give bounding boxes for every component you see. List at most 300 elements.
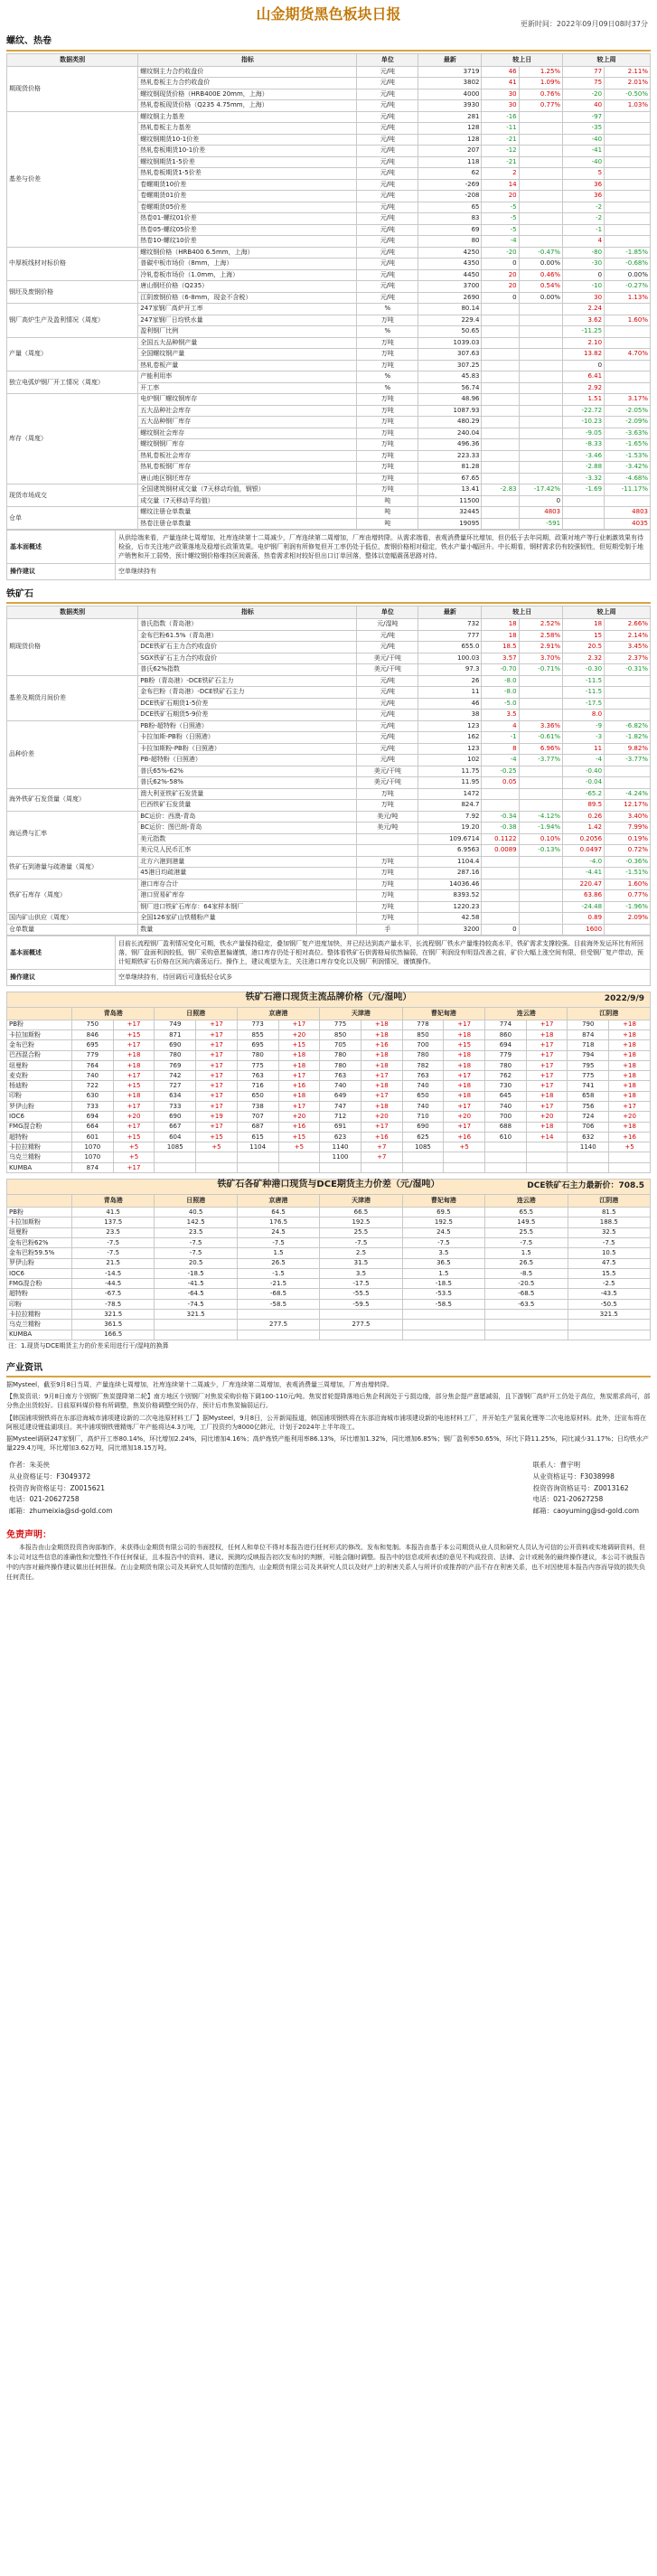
steel-cell-indicator: 热轧卷板期货1-5价差 — [138, 168, 357, 180]
steel-cell-latest: 67.65 — [418, 473, 482, 484]
price-change — [526, 1142, 568, 1152]
price-change: +17 — [196, 1071, 238, 1081]
ore-cell-week-change-pct: 3.40% — [605, 811, 651, 823]
steel-category: 基差与价差 — [7, 111, 138, 247]
price-change: +15 — [278, 1132, 320, 1142]
steel-cell-unit: 元/吨 — [357, 281, 418, 293]
price-port-header: 天津港 — [320, 1007, 402, 1020]
basis-value: 25.5 — [320, 1227, 402, 1237]
price-change — [609, 1152, 651, 1162]
steel-cell-week-change-pct: -4.68% — [605, 473, 651, 484]
steel-category: 期现货价格 — [7, 66, 138, 111]
ore-cell-latest: 162 — [418, 732, 482, 744]
steel-cell-day-change-pct — [519, 224, 562, 236]
price-row — [7, 1091, 651, 1101]
steel-cell-day-change: 20 — [482, 281, 519, 293]
price-row — [7, 1102, 651, 1112]
steel-cell-day-change: 41 — [482, 78, 519, 89]
price-brand: PB粉 — [7, 1020, 72, 1029]
price-change: +7 — [361, 1152, 402, 1162]
steel-cell-day-change — [482, 495, 519, 507]
steel-cell-latest: 48.96 — [418, 394, 482, 406]
price-change: +18 — [609, 1071, 651, 1081]
basis-row — [7, 1208, 651, 1217]
price-change: +18 — [609, 1040, 651, 1050]
basis-dce-value: 708.5 — [618, 1181, 644, 1191]
steel-cell-week-change-pct — [605, 360, 651, 371]
steel-cell-indicator: 卷螺期货05价差 — [138, 202, 357, 213]
steel-cell-indicator: 热轧卷板社会库存 — [138, 450, 357, 462]
price-brand: 罗伊山粉 — [7, 1102, 72, 1112]
price-value: 1085 — [155, 1142, 196, 1152]
ore-cell-week-change-pct: 0.19% — [605, 833, 651, 845]
ore-cell-day-change — [482, 868, 519, 879]
col-vs-last-week: 较上周 — [563, 53, 651, 66]
contact-email[interactable]: 邮箱：caoyuming@sd-gold.com — [532, 1507, 639, 1516]
steel-cell-day-change-pct — [519, 134, 562, 146]
price-value: 700 — [402, 1040, 444, 1050]
steel-cell-unit: 吨 — [357, 518, 418, 530]
ore-cell-week-change: 89.5 — [563, 800, 605, 812]
steel-cell-unit: 元/吨 — [357, 269, 418, 281]
steel-cell-week-change: 77 — [563, 66, 605, 78]
basis-port-header: 青岛港 — [72, 1195, 155, 1208]
steel-summary-row — [7, 531, 651, 564]
port-price-title — [6, 992, 651, 1007]
steel-row — [7, 371, 651, 383]
steel-cell-indicator: 江阴废钢价格（6-8mm，现金不含税） — [138, 292, 357, 304]
price-value: 700 — [485, 1112, 527, 1122]
price-value: 750 — [72, 1020, 114, 1029]
price-value: 850 — [320, 1029, 361, 1039]
steel-table — [6, 53, 651, 531]
basis-row — [7, 1289, 651, 1299]
disclaimer-title: 免责声明： — [6, 1529, 52, 1540]
steel-cell-week-change: -35 — [563, 123, 605, 135]
ore-cell-day-change — [482, 788, 519, 800]
ore-cell-indicator: BC运价：图巴朗-青岛 — [138, 823, 357, 834]
author-name: 作者：朱美侠 — [9, 1461, 50, 1470]
steel-cell-week-change: 5 — [563, 168, 605, 180]
basis-brand: 纽曼粉 — [7, 1227, 72, 1237]
steel-cell-unit: 元/吨 — [357, 168, 418, 180]
price-change: +18 — [526, 1091, 568, 1101]
steel-cell-week-change-pct — [605, 382, 651, 394]
ore-cell-week-change-pct: 9.82% — [605, 743, 651, 755]
price-value: 1140 — [320, 1142, 361, 1152]
steel-cell-day-change-pct — [519, 123, 562, 135]
basis-value: -58.5 — [402, 1299, 484, 1309]
price-value — [155, 1152, 196, 1162]
price-change: +17 — [196, 1050, 238, 1060]
price-value: 716 — [237, 1081, 278, 1091]
steel-cell-indicator: 卷螺期货01价差 — [138, 191, 357, 202]
price-value: 780 — [485, 1060, 527, 1070]
price-change: +18 — [278, 1060, 320, 1070]
price-change: +16 — [278, 1081, 320, 1091]
price-change: +20 — [609, 1112, 651, 1122]
steel-cell-day-change: -16 — [482, 111, 519, 123]
steel-cell-day-change-pct — [519, 337, 562, 349]
basis-value: 32.5 — [568, 1227, 650, 1237]
ore-cell-week-change: 0.0497 — [563, 845, 605, 857]
basis-row — [7, 1248, 651, 1258]
ore-cell-latest: 11.75 — [418, 766, 482, 777]
steel-category: 钢坯及废钢价格 — [7, 281, 138, 304]
price-value: 722 — [72, 1081, 114, 1091]
ore-cell-indicator: 美元指数 — [138, 833, 357, 845]
steel-cell-week-change: -2 — [563, 213, 605, 225]
steel-cell-indicator: 热卷注册仓单数量 — [138, 518, 357, 530]
basis-value: -7.5 — [485, 1237, 568, 1247]
ore-cell-unit: 美元/干吨 — [357, 653, 418, 664]
price-brand: IOC6 — [7, 1112, 72, 1122]
price-value: 615 — [237, 1132, 278, 1142]
price-value: 1070 — [72, 1142, 114, 1152]
ore-cell-day-change-pct — [519, 800, 562, 812]
steel-cell-day-change-pct: 1.09% — [519, 78, 562, 89]
ore-cell-week-change-pct: 2.37% — [605, 653, 651, 664]
price-change: +17 — [113, 1162, 155, 1172]
update-time: 更新时间：2022年09月09日08时37分 — [520, 20, 648, 28]
steel-cell-week-change-pct — [605, 326, 651, 338]
contact-block — [533, 1460, 639, 1518]
author-email[interactable]: 邮箱：zhumeixia@sd-gold.com — [9, 1507, 113, 1516]
basis-value: 23.5 — [72, 1227, 155, 1237]
steel-cell-indicator: 热轧卷板期货10-1价差 — [138, 146, 357, 157]
table-note: 注：1.现货与DCE期货主力的价差采用进行干/湿吨的换算 — [8, 1341, 169, 1349]
ore-cell-unit: 万吨 — [357, 868, 418, 879]
price-brand: KUMBA — [7, 1162, 72, 1172]
steel-cell-unit: 元/吨 — [357, 224, 418, 236]
steel-cell-indicator: 螺纹钢钢厂库存 — [138, 439, 357, 451]
ore-cell-day-change-pct — [519, 698, 562, 710]
ore-cell-day-change-pct — [519, 766, 562, 777]
ore-row — [7, 720, 651, 732]
basis-value: 188.5 — [568, 1217, 650, 1227]
steel-cell-day-change — [482, 473, 519, 484]
disclaimer-text: 本报告由山金期货投资咨询部制作，未获得山金期货有限公司的书面授权，任何人和单位不得对本报告进行任何形式的修改、发布和复制。本报告由基于本公司期货从业人员和研究人员认为可信的公开资料或实地调研资料，但本公司对这些信息的准确性和完整性不作任何保证，且本报告中的资料、建议、预测均反映报告初次发布时的判断，可能会随时调整。报告中的信息或所表述的意见不构成投资、法律、会计或税务的最终操作建议，本公司不就报告中的内容对最终操作建议做出任何担保。在山金期货有限公司及其研究人员知情的范围内，山金期货有限公司及其研究人员以及财产上的利害关系人与所评价或推荐的产品不存在利害关系，也不对因使用本报告内容而导致的损失负任何责任。 — [6, 1544, 645, 1581]
price-change: +17 — [526, 1040, 568, 1050]
steel-cell-unit: 元/吨 — [357, 191, 418, 202]
steel-cell-day-change-pct — [519, 360, 562, 371]
price-value: 690 — [155, 1040, 196, 1050]
ore-cell-indicator: 美元兑人民币汇率 — [138, 845, 357, 857]
ore-cell-day-change-pct: 6.96% — [519, 743, 562, 755]
ore-cell-latest: 1220.23 — [418, 901, 482, 913]
basis-brand: 乌克兰精粉 — [7, 1320, 72, 1330]
basis-row — [7, 1237, 651, 1247]
basis-value: 321.5 — [72, 1310, 155, 1320]
basis-value: -64.5 — [155, 1289, 237, 1299]
price-value: 756 — [568, 1102, 609, 1112]
steel-cell-week-change-pct: -3.42% — [605, 462, 651, 474]
ore-cell-unit: 美元/吨 — [357, 811, 418, 823]
ore-cell-day-change: -0.70 — [482, 664, 519, 676]
ore-cell-latest: 19.20 — [418, 823, 482, 834]
ore-cell-week-change: 8.0 — [563, 710, 605, 721]
ore-cell-week-change: 20.5 — [563, 642, 605, 653]
ore-cell-week-change: 15 — [563, 630, 605, 642]
ore-cell-latest: 11.95 — [418, 777, 482, 789]
price-value: 630 — [72, 1091, 114, 1101]
basis-value — [568, 1330, 650, 1340]
steel-cell-unit: 元/吨 — [357, 100, 418, 112]
ore-cell-day-change-pct — [519, 675, 562, 687]
price-change: +17 — [526, 1102, 568, 1112]
port-price-title-text: 铁矿石港口现货主流品牌价格（元/湿吨） — [245, 992, 412, 1002]
price-change: +18 — [113, 1091, 155, 1101]
steel-cell-latest: 307.63 — [418, 349, 482, 361]
steel-cell-unit: 万吨 — [357, 394, 418, 406]
steel-cell-week-change: 13.82 — [563, 349, 605, 361]
ore-cell-unit: 元/吨 — [357, 675, 418, 687]
steel-cell-latest: 4000 — [418, 89, 482, 100]
ore-cell-day-change: 0.05 — [482, 777, 519, 789]
price-change: +16 — [278, 1122, 320, 1132]
steel-cell-unit: 万吨 — [357, 360, 418, 371]
steel-cell-week-change: 3.62 — [563, 315, 605, 326]
price-value: 688 — [485, 1122, 527, 1132]
basis-value: 321.5 — [155, 1310, 237, 1320]
ore-row — [7, 675, 651, 687]
price-value: 790 — [568, 1020, 609, 1029]
price-change: +18 — [361, 1029, 402, 1039]
port-price-header — [7, 1007, 651, 1020]
ore-category: 期现货价格 — [7, 619, 138, 676]
ore-cell-unit: 元/吨 — [357, 720, 418, 732]
steel-cell-week-change-pct: 3.17% — [605, 394, 651, 406]
steel-cell-latest: 4250 — [418, 247, 482, 259]
price-change: +15 — [113, 1029, 155, 1039]
price-change: +5 — [113, 1152, 155, 1162]
steel-cell-day-change: -12 — [482, 146, 519, 157]
ore-cell-week-change-pct: -1.96% — [605, 901, 651, 913]
steel-cell-day-change — [482, 518, 519, 530]
steel-cell-week-change: 2.24 — [563, 304, 605, 315]
ore-cell-unit: 元/吨 — [357, 732, 418, 744]
basis-value — [485, 1330, 568, 1340]
price-change: +20 — [113, 1112, 155, 1122]
steel-cell-week-change: -97 — [563, 111, 605, 123]
contacts — [9, 1460, 639, 1518]
ore-cell-day-change: 0.1122 — [482, 833, 519, 845]
steel-cell-week-change-pct — [605, 495, 651, 507]
price-change: +17 — [444, 1122, 485, 1132]
ore-cell-unit: 美元/吨 — [357, 823, 418, 834]
price-value: 740 — [320, 1081, 361, 1091]
ore-cell-indicator: 普氏65%-62% — [138, 766, 357, 777]
steel-cell-week-change: -2 — [563, 202, 605, 213]
steel-cell-latest: 56.74 — [418, 382, 482, 394]
ore-cell-week-change-pct: 0.77% — [605, 890, 651, 902]
ore-cell-indicator: 普氏62%指数 — [138, 664, 357, 676]
price-value: 740 — [402, 1102, 444, 1112]
steel-cell-week-change-pct — [605, 179, 651, 191]
price-value: 634 — [155, 1091, 196, 1101]
price-brand: 金布巴粉 — [7, 1040, 72, 1050]
steel-cell-week-change-pct: -2.09% — [605, 417, 651, 428]
ore-summary-label: 基本面概述 — [7, 936, 116, 970]
ore-cell-week-change: 1600 — [563, 924, 605, 935]
news-section — [6, 1363, 651, 1453]
steel-cell-unit: 万吨 — [357, 428, 418, 439]
steel-cell-day-change-pct — [519, 382, 562, 394]
steel-cell-week-change: -20 — [563, 89, 605, 100]
basis-row — [7, 1217, 651, 1227]
contact-phone: 电话：021-20627258 — [532, 1495, 604, 1504]
basis-value: 361.5 — [72, 1320, 155, 1330]
price-port-header: 曹妃甸港 — [402, 1007, 484, 1020]
basis-row — [7, 1320, 651, 1330]
price-change — [444, 1152, 485, 1162]
price-change: +15 — [113, 1081, 155, 1091]
price-change: +18 — [444, 1029, 485, 1039]
steel-cell-latest: 32445 — [418, 507, 482, 519]
basis-value: -8.5 — [485, 1268, 568, 1278]
price-value: 625 — [402, 1132, 444, 1142]
steel-category: 仓单 — [7, 507, 138, 530]
basis-value: 277.5 — [237, 1320, 319, 1330]
price-change: +15 — [113, 1132, 155, 1142]
steel-cell-day-change: -20 — [482, 247, 519, 259]
steel-category: 库存（周度） — [7, 394, 138, 484]
price-change: +18 — [526, 1029, 568, 1039]
steel-cell-day-change: -4 — [482, 236, 519, 248]
ore-cell-day-change-pct — [519, 913, 562, 925]
steel-cell-indicator: 唐山地区钢坯库存 — [138, 473, 357, 484]
steel-cell-day-change — [482, 462, 519, 474]
steel-cell-week-change-pct — [605, 224, 651, 236]
steel-cell-day-change — [482, 349, 519, 361]
steel-cell-day-change-pct: 4803 — [519, 507, 562, 519]
basis-value: 25.5 — [485, 1227, 568, 1237]
ore-cell-week-change: 11 — [563, 743, 605, 755]
steel-cell-indicator: 热轧卷板现货价格（Q235 4.75mm，上海） — [138, 100, 357, 112]
price-port-header: 连云港 — [485, 1007, 568, 1020]
price-value: 718 — [568, 1040, 609, 1050]
price-row — [7, 1020, 651, 1029]
price-value — [568, 1152, 609, 1162]
basis-brand: 卡拉加斯粉 — [7, 1217, 72, 1227]
steel-cell-indicator: 螺纹注册仓单数量 — [138, 507, 357, 519]
steel-cell-week-change-pct: -11.17% — [605, 484, 651, 496]
price-value: 764 — [72, 1060, 114, 1070]
steel-cell-unit: 元/吨 — [357, 156, 418, 168]
price-value: 795 — [568, 1060, 609, 1070]
price-change: +17 — [196, 1102, 238, 1112]
steel-cell-indicator: 冷轧卷板市场价（1.0mm，上海） — [138, 269, 357, 281]
ore-cell-unit: 万吨 — [357, 788, 418, 800]
basis-value: 24.5 — [402, 1227, 484, 1237]
price-value: 649 — [320, 1091, 361, 1101]
basis-value: 36.5 — [402, 1258, 484, 1268]
price-change: +17 — [609, 1102, 651, 1112]
price-change: +18 — [113, 1050, 155, 1060]
col-vs-last-week: 较上周 — [563, 606, 651, 619]
price-change: +17 — [444, 1071, 485, 1081]
ore-cell-week-change: 0.89 — [563, 913, 605, 925]
basis-value: 321.5 — [568, 1310, 650, 1320]
steel-cell-day-change: -5 — [482, 213, 519, 225]
price-change: +20 — [361, 1112, 402, 1122]
steel-cell-latest: 69 — [418, 224, 482, 236]
price-value: 650 — [402, 1091, 444, 1101]
steel-cell-day-change-pct — [519, 394, 562, 406]
steel-cell-indicator: 电炉钢厂螺纹钢库存 — [138, 394, 357, 406]
price-value: 775 — [237, 1060, 278, 1070]
basis-brand: KUMBA — [7, 1330, 72, 1340]
basis-value — [237, 1330, 319, 1340]
price-value: 780 — [237, 1050, 278, 1060]
basis-value: 166.5 — [72, 1330, 155, 1340]
steel-cell-week-change: -1.69 — [563, 484, 605, 496]
steel-cell-day-change-pct — [519, 439, 562, 451]
steel-cell-day-change-pct — [519, 428, 562, 439]
price-change — [361, 1162, 402, 1172]
steel-cell-indicator: 螺纹钢社会库存 — [138, 428, 357, 439]
price-value: 694 — [72, 1112, 114, 1122]
ore-cell-indicator: 普氏指数（青岛港） — [138, 619, 357, 631]
col-unit: 单位 — [357, 53, 418, 66]
ore-section-title: 铁矿石 — [6, 589, 651, 605]
ore-cell-unit: 万吨 — [357, 890, 418, 902]
ore-cell-week-change-pct: -6.82% — [605, 720, 651, 732]
ore-cell-week-change-pct: -1.82% — [605, 732, 651, 744]
steel-cell-day-change-pct: 0.76% — [519, 89, 562, 100]
price-change: +20 — [444, 1112, 485, 1122]
ore-category: 仓单数量 — [7, 924, 138, 935]
price-change: +17 — [526, 1050, 568, 1060]
price-value: 601 — [72, 1132, 114, 1142]
price-change: +15 — [444, 1040, 485, 1050]
basis-value: -2.5 — [568, 1279, 650, 1289]
ore-cell-day-change — [482, 901, 519, 913]
price-value: 727 — [155, 1081, 196, 1091]
basis-value — [485, 1320, 568, 1330]
steel-cell-day-change — [482, 360, 519, 371]
ore-cell-week-change-pct: -1.51% — [605, 868, 651, 879]
steel-cell-latest: 307.25 — [418, 360, 482, 371]
steel-cell-latest: 4350 — [418, 259, 482, 270]
ore-cell-week-change: -4.41 — [563, 868, 605, 879]
price-row — [7, 1152, 651, 1162]
steel-cell-indicator: 全国建筑钢材成交量（7天移动均值，钢银） — [138, 484, 357, 496]
ore-cell-week-change-pct: 1.60% — [605, 879, 651, 890]
price-change: +18 — [444, 1050, 485, 1060]
basis-value: 277.5 — [320, 1320, 402, 1330]
basis-value: -7.5 — [237, 1237, 319, 1247]
ore-cell-week-change-pct: 2.14% — [605, 630, 651, 642]
basis-value: 31.5 — [320, 1258, 402, 1268]
steel-cell-day-change-pct — [519, 146, 562, 157]
steel-cell-week-change-pct: 1.03% — [605, 100, 651, 112]
ore-table — [6, 606, 651, 935]
steel-cell-day-change-pct — [519, 168, 562, 180]
steel-cell-unit: 万吨 — [357, 450, 418, 462]
ore-cell-unit: 万吨 — [357, 901, 418, 913]
basis-value: 192.5 — [320, 1217, 402, 1227]
col-indicator: 指标 — [138, 53, 357, 66]
ore-cell-day-change: -5.0 — [482, 698, 519, 710]
steel-cell-day-change — [482, 326, 519, 338]
steel-cell-indicator: 全国螺纹钢产量 — [138, 349, 357, 361]
ore-cell-week-change: 0.26 — [563, 811, 605, 823]
price-value — [485, 1152, 527, 1162]
price-value — [485, 1142, 527, 1152]
steel-cell-indicator: 开工率 — [138, 382, 357, 394]
ore-cell-day-change-pct: 2.58% — [519, 630, 562, 642]
